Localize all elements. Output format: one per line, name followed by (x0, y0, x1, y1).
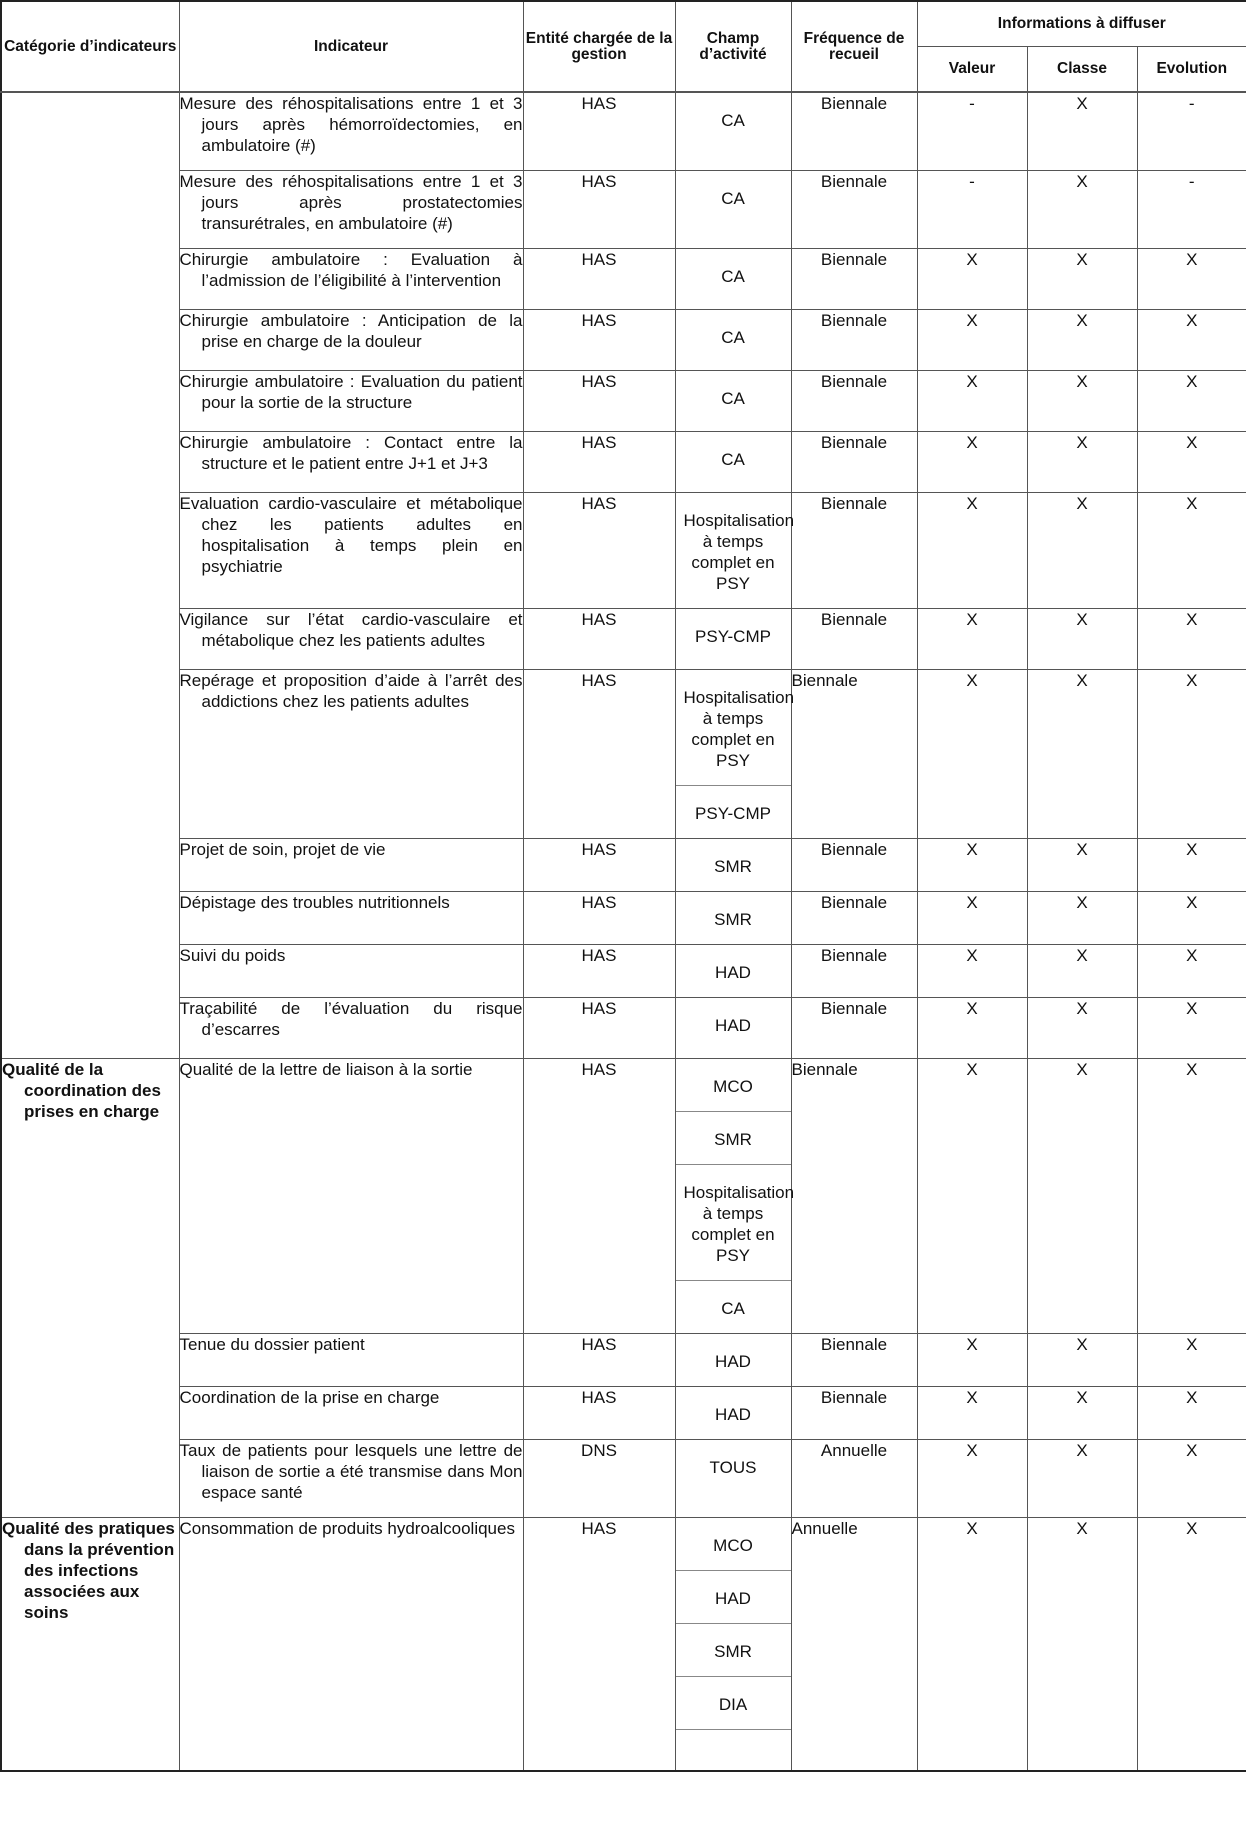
indicator-cell (179, 1333, 523, 1386)
value-cell: X (917, 492, 1027, 608)
indicator-label: Vigilance sur l’état cardio-vasculaire et métabolique chez les patients adultes (179, 609, 523, 650)
value-cell: X (917, 1386, 1027, 1439)
indicator-cell (179, 248, 523, 309)
frequency-cell: Biennale (791, 838, 917, 891)
field-value: SMR (676, 1112, 791, 1165)
field-value: Hospitalisation à temps complet en PSY (676, 670, 791, 786)
entity-cell: HAS (523, 838, 675, 891)
value-cell: - (917, 92, 1027, 170)
class-cell: X (1027, 309, 1137, 370)
evolution-cell: X (1137, 669, 1246, 838)
evolution-cell: X (1137, 1439, 1246, 1517)
frequency-cell: Biennale (791, 492, 917, 608)
table-row (1, 492, 1246, 608)
field-cell (675, 1386, 791, 1439)
value-cell: X (917, 997, 1027, 1058)
value-cell: X (917, 838, 1027, 891)
field-value: HAD (715, 1404, 751, 1424)
header-evolution: Evolution (1137, 47, 1246, 93)
entity-cell: HAS (523, 1386, 675, 1439)
field-value: SMR (676, 1624, 791, 1677)
field-value: DIA (676, 1677, 791, 1730)
indicator-label: Suivi du poids (179, 945, 286, 965)
field-cell (675, 997, 791, 1058)
entity-cell: HAS (523, 608, 675, 669)
frequency-cell: Biennale (791, 92, 917, 170)
evolution-cell: X (1137, 997, 1246, 1058)
value-cell: X (917, 669, 1027, 838)
field-value: MCO (676, 1059, 791, 1112)
indicator-cell (179, 1058, 523, 1333)
field-value: HAD (715, 962, 751, 982)
field-cell (675, 309, 791, 370)
value-cell: X (917, 1058, 1027, 1333)
frequency-cell: Biennale (791, 669, 917, 838)
class-cell: X (1027, 891, 1137, 944)
class-cell: X (1027, 1439, 1137, 1517)
entity-cell: DNS (523, 1439, 675, 1517)
indicator-label: Evaluation cardio-vasculaire et métabolique chez les patients adultes en hospitalisation à temps plein en psychiatrie (179, 493, 523, 576)
evolution-cell: X (1137, 1517, 1246, 1771)
value-cell: X (917, 944, 1027, 997)
evolution-cell: X (1137, 608, 1246, 669)
field-cell (675, 1517, 791, 1771)
class-cell: X (1027, 92, 1137, 170)
class-cell: X (1027, 944, 1137, 997)
class-cell: X (1027, 431, 1137, 492)
class-cell: X (1027, 370, 1137, 431)
field-value: MCO (676, 1518, 791, 1571)
value-cell: X (917, 891, 1027, 944)
field-value: TOUS (709, 1457, 757, 1477)
value-cell: X (917, 431, 1027, 492)
table-row (1, 669, 1246, 838)
category-cell (1, 1058, 179, 1517)
header-indicator: Indicateur (179, 1, 523, 92)
evolution-cell: X (1137, 944, 1246, 997)
indicator-cell (179, 492, 523, 608)
indicator-cell (179, 170, 523, 248)
entity-cell: HAS (523, 248, 675, 309)
entity-cell: HAS (523, 997, 675, 1058)
indicator-cell (179, 669, 523, 838)
field-value: CA (721, 188, 745, 208)
entity-cell: HAS (523, 891, 675, 944)
header-category: Catégorie d’indicateurs (1, 1, 179, 92)
indicator-cell (179, 944, 523, 997)
field-value: CA (721, 327, 745, 347)
indicator-label: Chirurgie ambulatoire : Contact entre la structure et le patient entre J+1 et J+3 (179, 432, 523, 473)
class-cell: X (1027, 1386, 1137, 1439)
value-cell: X (917, 248, 1027, 309)
indicator-cell (179, 1439, 523, 1517)
frequency-cell: Biennale (791, 1058, 917, 1333)
indicator-cell (179, 1517, 523, 1771)
class-cell: X (1027, 1058, 1137, 1333)
entity-cell: HAS (523, 92, 675, 170)
value-cell: X (917, 608, 1027, 669)
entity-cell: HAS (523, 1058, 675, 1333)
field-cell (675, 669, 795, 838)
entity-cell: HAS (523, 370, 675, 431)
class-cell: X (1027, 669, 1137, 838)
field-value: CA (721, 111, 745, 130)
field-value: CA (721, 449, 745, 469)
field-value: SMR (714, 856, 752, 876)
table-row (1, 370, 1246, 431)
evolution-cell: X (1137, 248, 1246, 309)
field-value (676, 1730, 791, 1770)
indicator-cell (179, 431, 523, 492)
evolution-cell: X (1137, 492, 1246, 608)
field-value: HAD (715, 1015, 751, 1035)
class-cell: X (1027, 608, 1137, 669)
indicator-label: Consommation de produits hydroalcooliques (179, 1518, 515, 1538)
field-cell (675, 170, 791, 248)
entity-cell: HAS (523, 944, 675, 997)
table-row (1, 309, 1246, 370)
table-row (1, 1333, 1246, 1386)
table-row (1, 248, 1246, 309)
indicator-cell (179, 92, 523, 170)
indicator-cell (179, 608, 523, 669)
table-row (1, 431, 1246, 492)
evolution-cell: X (1137, 1333, 1246, 1386)
field-cell (675, 370, 791, 431)
field-value: Hospitalisation à temps complet en PSY (676, 1165, 791, 1281)
frequency-cell: Biennale (791, 891, 917, 944)
evolution-cell: - (1137, 92, 1246, 170)
indicator-label: Tenue du dossier patient (179, 1334, 365, 1354)
entity-cell: HAS (523, 492, 675, 608)
table-row (1, 997, 1246, 1058)
evolution-cell: X (1137, 838, 1246, 891)
indicator-cell (179, 838, 523, 891)
field-cell (675, 891, 791, 944)
value-cell: X (917, 1439, 1027, 1517)
frequency-cell: Biennale (791, 248, 917, 309)
value-cell: X (917, 1333, 1027, 1386)
category-label: Qualité des pratiques dans la prévention des infections associées aux soins (2, 1518, 175, 1622)
entity-cell: HAS (523, 1333, 675, 1386)
field-cell (675, 492, 795, 608)
class-cell: X (1027, 838, 1137, 891)
entity-cell: HAS (523, 1517, 675, 1771)
table-row (1, 838, 1246, 891)
table-row (1, 1517, 1246, 1771)
class-cell: X (1027, 492, 1137, 608)
category-cell (1, 92, 179, 1058)
indicator-label: Traçabilité de l’évaluation du risque d’escarres (179, 998, 523, 1039)
frequency-cell: Biennale (791, 1386, 917, 1439)
indicator-cell (179, 309, 523, 370)
evolution-cell: X (1137, 1386, 1246, 1439)
evolution-cell: X (1137, 891, 1246, 944)
entity-cell: HAS (523, 170, 675, 248)
value-cell: X (917, 309, 1027, 370)
field-cell (675, 608, 791, 669)
header-class: Classe (1027, 47, 1137, 93)
entity-cell: HAS (523, 309, 675, 370)
indicator-cell (179, 891, 523, 944)
field-cell (675, 1333, 791, 1386)
table-row (1, 170, 1246, 248)
indicator-label: Taux de patients pour lesquels une lettre de liaison de sortie a été transmise dans Mon espace santé (179, 1440, 523, 1502)
class-cell: X (1027, 1333, 1137, 1386)
field-value: PSY-CMP (695, 626, 771, 646)
frequency-cell: Biennale (791, 431, 917, 492)
field-cell (675, 838, 791, 891)
indicator-label: Qualité de la lettre de liaison à la sortie (179, 1059, 473, 1079)
entity-cell: HAS (523, 431, 675, 492)
indicator-label: Coordination de la prise en charge (179, 1387, 440, 1407)
evolution-cell: X (1137, 309, 1246, 370)
frequency-cell: Biennale (791, 309, 917, 370)
indicator-label: Projet de soin, projet de vie (179, 839, 386, 859)
value-cell: X (917, 370, 1027, 431)
header-value: Valeur (917, 47, 1027, 93)
field-value: CA (721, 388, 745, 408)
category-cell (1, 1517, 179, 1771)
field-value: HAD (676, 1571, 791, 1624)
class-cell: X (1027, 1517, 1137, 1771)
frequency-cell: Annuelle (791, 1439, 917, 1517)
value-cell: - (917, 170, 1027, 248)
frequency-cell: Biennale (791, 997, 917, 1058)
indicator-label: Mesure des réhospitalisations entre 1 et 3 jours après prostatectomies transurétrales, en ambulatoire (#) (179, 171, 523, 233)
field-value: PSY-CMP (695, 803, 771, 823)
indicator-cell (179, 1386, 523, 1439)
field-cell (675, 1058, 795, 1333)
field-cell (675, 944, 791, 997)
table-row (1, 1386, 1246, 1439)
indicator-cell (179, 997, 523, 1058)
header-frequency: Fréquence de recueil (791, 1, 917, 92)
field-cell (675, 1439, 791, 1517)
header-info-group: Informations à diffuser (917, 1, 1246, 47)
field-value: SMR (714, 909, 752, 929)
field-value: HAD (715, 1351, 751, 1371)
field-cell (675, 431, 791, 492)
value-cell: X (917, 1517, 1027, 1771)
entity-cell: HAS (523, 669, 675, 838)
class-cell: X (1027, 170, 1137, 248)
field-value: CA (721, 266, 745, 286)
field-cell (675, 92, 791, 170)
indicator-label: Chirurgie ambulatoire : Anticipation de la prise en charge de la douleur (179, 310, 523, 351)
class-cell: X (1027, 248, 1137, 309)
frequency-cell: Biennale (791, 944, 917, 997)
indicator-label: Chirurgie ambulatoire : Evaluation à l’admission de l’éligibilité à l’intervention (179, 249, 523, 290)
frequency-cell: Biennale (791, 608, 917, 669)
field-value: Hospitalisation à temps complet en PSY (683, 510, 795, 593)
evolution-cell: X (1137, 1058, 1246, 1333)
table-row (1, 608, 1246, 669)
header-field: Champ d’activité (675, 1, 791, 92)
table-row (1, 92, 1246, 170)
indicator-cell (179, 370, 523, 431)
indicator-label: Mesure des réhospitalisations entre 1 et 3 jours après hémorroïdectomies, en ambulatoire (#) (179, 94, 523, 155)
frequency-cell: Biennale (791, 370, 917, 431)
frequency-cell: Annuelle (791, 1517, 917, 1771)
table-row (1, 1439, 1246, 1517)
frequency-cell: Biennale (791, 170, 917, 248)
frequency-cell: Biennale (791, 1333, 917, 1386)
table-row (1, 891, 1246, 944)
indicator-label: Dépistage des troubles nutritionnels (179, 892, 450, 912)
evolution-cell: X (1137, 370, 1246, 431)
table-row (1, 944, 1246, 997)
indicator-label: Chirurgie ambulatoire : Evaluation du patient pour la sortie de la structure (179, 371, 523, 412)
evolution-cell: X (1137, 431, 1246, 492)
table-row (1, 1058, 1246, 1333)
field-cell (675, 248, 791, 309)
indicator-label: Repérage et proposition d’aide à l’arrêt des addictions chez les patients adultes (179, 670, 523, 711)
class-cell: X (1027, 997, 1137, 1058)
field-value: CA (721, 1298, 745, 1318)
header-entity: Entité chargée de la gestion (523, 1, 675, 92)
evolution-cell: - (1137, 170, 1246, 248)
category-label: Qualité de la coordination des prises en charge (2, 1059, 161, 1121)
